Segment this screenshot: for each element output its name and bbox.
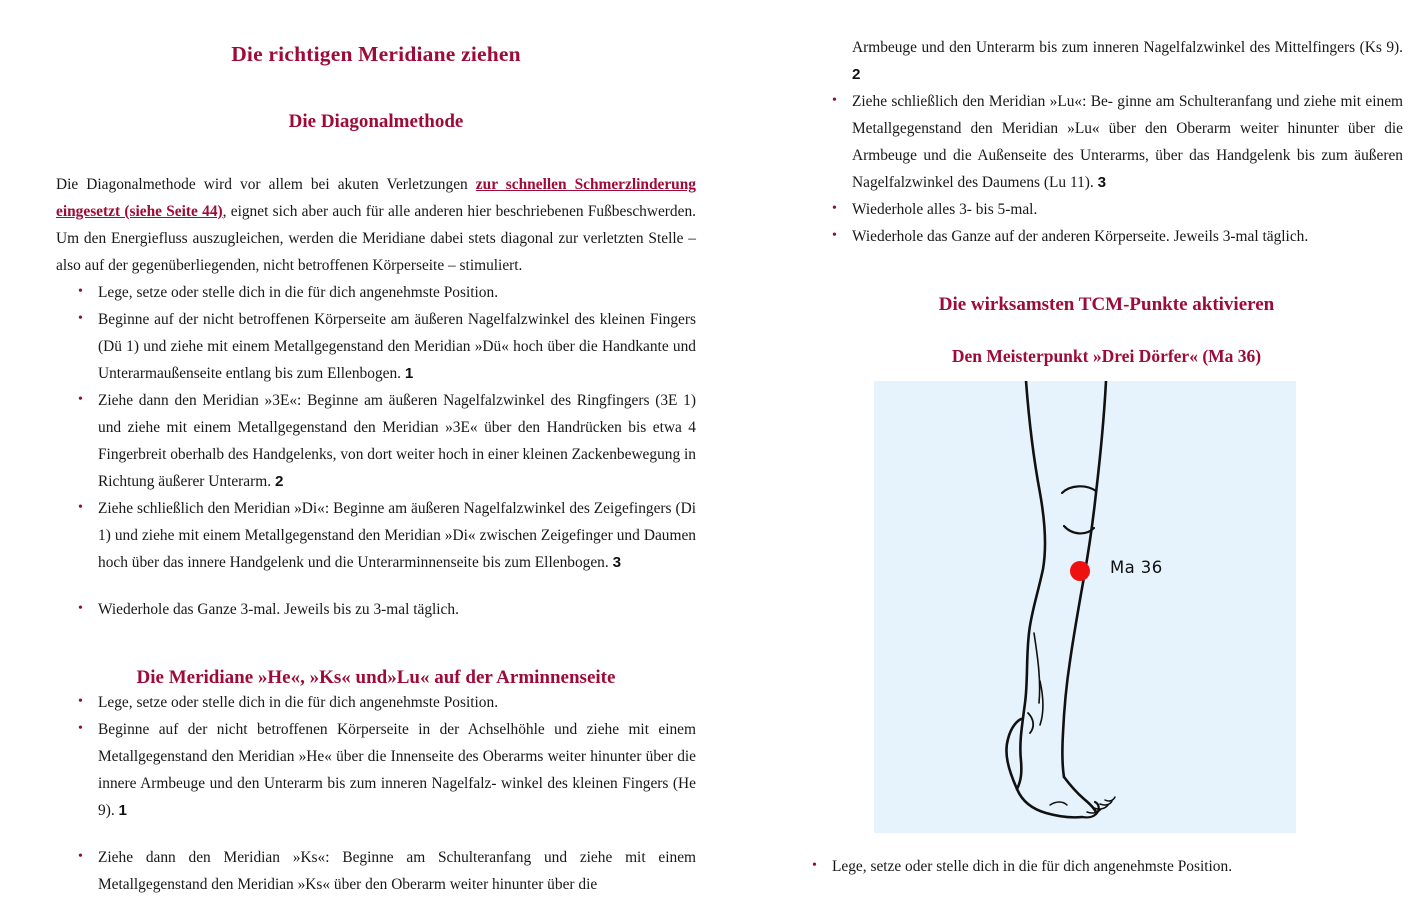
section-heading-arminnenseite: Die Meridiane »He«, »Ks« und»Lu« auf der Arminnenseite: [136, 667, 616, 688]
step-number: 1: [404, 365, 414, 382]
list-item-text: Lege, setze oder stelle dich in die für dich angenehmste Position.: [98, 284, 499, 301]
list-item: [76, 495, 696, 576]
lu-meridian-bullet-list: [810, 88, 1403, 250]
list-item-text: Lege, setze oder stelle dich in die für dich angenehmste Position.: [832, 858, 1233, 875]
kneecap-lower-arc: [1064, 526, 1094, 533]
list-item: [76, 844, 696, 898]
list-item: [830, 223, 1403, 250]
ankle-bone-arc: [1028, 713, 1033, 733]
list-item-text: Wiederhole das Ganze auf der anderen Körperseite. Jeweils 3-mal täglich.: [852, 228, 1309, 245]
continued-paragraph-text: Armbeuge und den Unterarm bis zum inneren Nagelfalzwinkel des Mittelfingers (Ks 9).: [852, 39, 1403, 56]
foot-pad-crease: [1050, 802, 1067, 805]
kneecap-upper-arc: [1062, 486, 1096, 493]
list-item-text: Ziehe schließlich den Meridian »Lu«: Be- ginne am Schulteranfang und ziehe mit einem Metallgegenstand den Meridian »Lu« über den Oberarm weiter hinunter über die Armbeuge und die Außenseite des Unterarms, über das Handgelenk bis zum äußeren Nagelfalzwinkel des Daumens (Lu 11).: [852, 93, 1403, 191]
list-item-text: Wiederhole alles 3- bis 5-mal.: [852, 201, 1038, 218]
list-item: [76, 306, 696, 387]
list-item: [830, 88, 1403, 196]
list-item-text: Beginne auf der nicht betroffenen Körperseite in der Achselhöhle und ziehe mit einem Metallgegenstand den Meridian »He« über die Innenseite des Oberarms weiter hinunter über die innere Armbeuge und den Unterarm bis zum inneren Nagelfalz- winkel des kleinen Fingers (He 9).: [98, 721, 696, 819]
list-item: [76, 716, 696, 824]
section-heading-diagonalmethode: Die Diagonalmethode: [288, 111, 464, 132]
subheading-meisterpunkt: Den Meisterpunkt »Drei Dörfer« (Ma 36): [951, 346, 1262, 366]
step-number: 2: [852, 66, 861, 83]
right-column: [712, 0, 1425, 367]
section-heading-tcm-punkte: Die wirksamsten TCM-Punkte aktivieren: [938, 294, 1275, 315]
heel-contour: [1006, 719, 1021, 789]
step-number: 1: [118, 802, 127, 819]
left-column: [0, 0, 712, 898]
list-item: [76, 596, 696, 623]
continued-paragraph: [852, 34, 1403, 88]
intro-text-before-link: Die Diagonalmethode wird vor allem bei akuten Verletzungen: [56, 176, 476, 193]
list-item-text: Ziehe dann den Meridian »3E«: Beginne am äußeren Nagelfalzwinkel des Ringfingers (3E 1) und ziehe mit einem Metallgegenstand den Meridian »3E« über den Handrücken bis etwa 4 Fingerbreit oberhalb des Handgelenks, von dort weiter hoch in einer kleinen Zackenbewegung in Richtung äußerer Unterarm.: [98, 392, 696, 490]
bottom-bullet-list: [790, 853, 1390, 880]
step-number: 3: [612, 554, 622, 571]
list-item-text: Ziehe schließlich den Meridian »Di«: Beginne am äußeren Nagelfalzwinkel des Zeigefingers (Di 1) und ziehe mit einem Metallgegenstand den Meridian »Di« zwischen Zeigefinger und Daumen hoch über das innere Handgelenk und die Unterarminnenseite bis zum Ellenbogen.: [98, 500, 696, 571]
list-item: [810, 853, 1390, 880]
calf-crease: [1034, 633, 1040, 703]
list-item-text: Lege, setze oder stelle dich in die für dich angenehmste Position.: [98, 694, 499, 711]
leg-back-contour: [1017, 381, 1045, 789]
diagonalmethode-bullet-list: [56, 279, 696, 623]
list-item: [76, 387, 696, 495]
instep-contour: [1064, 777, 1096, 812]
list-item: [830, 196, 1403, 223]
sole-contour: [1017, 789, 1082, 817]
step-number: 2: [274, 473, 284, 490]
leg-illustration-panel: [874, 381, 1296, 833]
step-number: 3: [1097, 174, 1107, 191]
ma36-point-label: Ma 36: [1110, 558, 1163, 577]
intro-paragraph: [56, 171, 696, 279]
list-item-text: Wiederhole das Ganze 3-mal. Jeweils bis zu 3-mal täglich.: [98, 601, 459, 618]
shin-crease: [1040, 681, 1043, 725]
schmerzlinderung-link[interactable]: zur schnellen Schmerzlinderung eingesetzt (siehe Seite 44): [56, 176, 696, 220]
ma36-point-marker[interactable]: [1070, 561, 1090, 581]
page-title: Die richtigen Meridiane ziehen: [231, 42, 521, 66]
toe-5: [1105, 797, 1115, 801]
list-item: [76, 689, 696, 716]
list-item-text: Beginne auf der nicht betroffenen Körperseite am äußeren Nagelfalzwinkel des kleinen Fingers (Dü 1) und ziehe mit einem Metallgegenstand den Meridian »Dü« hoch über die Handkante und Unterarmaußenseite entlang bis zum Ellenbogen.: [98, 311, 696, 382]
list-item-text: Ziehe dann den Meridian »Ks«: Beginne am Schulteranfang und ziehe mit einem Metallgegenstand den Meridian »Ks« über den Oberarm weiter hinunter über die: [98, 849, 696, 893]
arminnenseite-bullet-list: [56, 689, 696, 898]
intro-text-after-link: , eignet sich aber auch für alle anderen hier beschriebenen Fußbeschwerden. Um den Energiefluss auszugleichen, werden die Meridiane dabei stets diagonal zur verletzten Stelle – also auf der gegenüberliegenden, nicht betroffenen Körperseite – stimuliert.: [56, 203, 696, 274]
leg-diagram-svg: [874, 381, 1296, 833]
list-item: [76, 279, 696, 306]
